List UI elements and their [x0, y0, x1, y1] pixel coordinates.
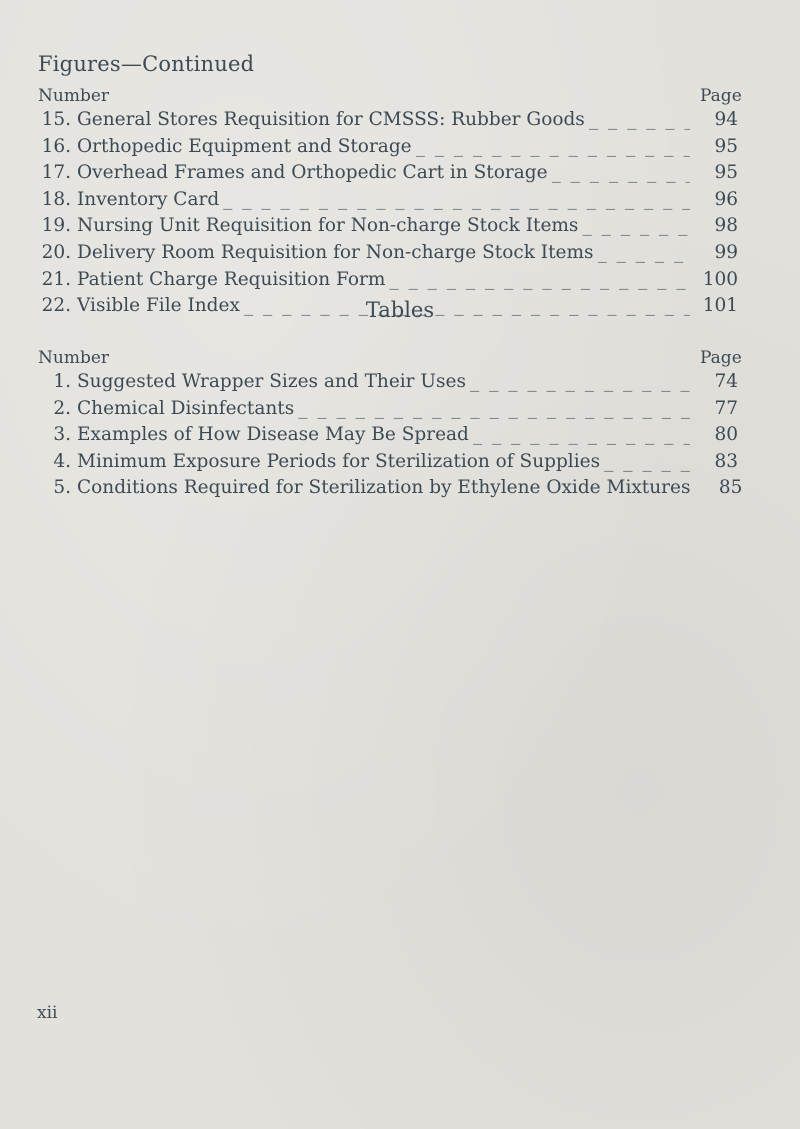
figures-number-header: Number [38, 86, 110, 106]
entry-number: 1. [53, 371, 71, 392]
table-entry [38, 398, 738, 425]
figure-entry [38, 109, 738, 136]
dot-leader [598, 242, 690, 263]
dot-leader [470, 371, 690, 392]
entry-title: Suggested Wrapper Sizes and Their Uses [77, 371, 466, 392]
entry-number: 15. [41, 109, 71, 130]
dot-leader [552, 162, 690, 183]
entry-page: 98 [714, 215, 738, 237]
entry-page: 77 [714, 397, 738, 419]
page-folio: xii [37, 1003, 58, 1023]
entry-title: Examples of How Disease May Be Spread [77, 424, 469, 446]
entry-number: 18. [41, 188, 71, 210]
entry-page: 101 [702, 295, 738, 317]
dot-leader [589, 109, 690, 130]
entry-number: 4. [53, 450, 71, 472]
dot-leader [604, 451, 690, 472]
entry-title: Orthopedic Equipment and Storage [77, 135, 412, 157]
entry-page: 95 [714, 135, 738, 157]
tables-page-header: Page [700, 348, 742, 368]
figures-page-header: Page [700, 86, 742, 106]
page-heading: Figures—Continued [38, 52, 255, 76]
dot-leader [389, 269, 690, 290]
entry-page: 83 [714, 450, 738, 472]
entry-page: 99 [714, 241, 738, 263]
entry-page: 74 [714, 371, 738, 392]
figure-entry [38, 242, 738, 269]
entry-page: 100 [702, 268, 738, 290]
entry-title: Overhead Frames and Orthopedic Cart in Storage [77, 162, 548, 184]
entry-number: 22. [41, 295, 71, 317]
entry-number: 17. [41, 162, 71, 184]
table-entry [38, 477, 743, 504]
figure-entry [38, 269, 738, 296]
entry-number: 16. [41, 135, 71, 157]
entry-number: 21. [41, 268, 71, 290]
tables-list [38, 371, 743, 504]
entry-page: 94 [714, 109, 738, 130]
figures-list [38, 109, 738, 322]
entry-title: Visible File Index [77, 295, 240, 317]
entry-number: 5. [53, 477, 71, 499]
figure-entry [38, 215, 738, 242]
figure-entry [38, 189, 738, 216]
tables-section-title: Tables [365, 298, 435, 322]
entry-title: Chemical Disinfectants [77, 397, 295, 419]
entry-title: Minimum Exposure Periods for Sterilization of Supplies [77, 450, 601, 472]
entry-title: Inventory Card [77, 188, 220, 210]
dot-leader [582, 215, 690, 236]
entry-number: 3. [53, 424, 71, 446]
entry-number: 2. [53, 397, 71, 419]
entry-page: 85 [718, 477, 743, 499]
tables-number-header: Number [38, 348, 110, 368]
figure-entry [38, 162, 738, 189]
entry-number: 20. [41, 241, 71, 263]
entry-page: 80 [714, 424, 738, 446]
table-entry [38, 451, 738, 478]
entry-number: 19. [41, 215, 71, 237]
dot-leader [473, 424, 690, 445]
entry-title: Patient Charge Requisition Form [77, 268, 386, 290]
dot-leader [416, 136, 690, 157]
entry-title: Conditions Required for Sterilization by Ethylene Oxide Mixtures [77, 477, 691, 499]
dot-leader [223, 189, 690, 210]
entry-title: General Stores Requisition for CMSSS: Rubber Goods [77, 109, 585, 130]
figure-entry [38, 136, 738, 163]
entry-title: Delivery Room Requisition for Non-charge Stock Items [77, 241, 594, 263]
table-entry [38, 424, 738, 451]
table-entry [38, 371, 738, 398]
entry-title: Nursing Unit Requisition for Non-charge Stock Items [77, 215, 579, 237]
dot-leader [298, 398, 690, 419]
entry-page: 96 [714, 188, 738, 210]
entry-page: 95 [714, 162, 738, 184]
